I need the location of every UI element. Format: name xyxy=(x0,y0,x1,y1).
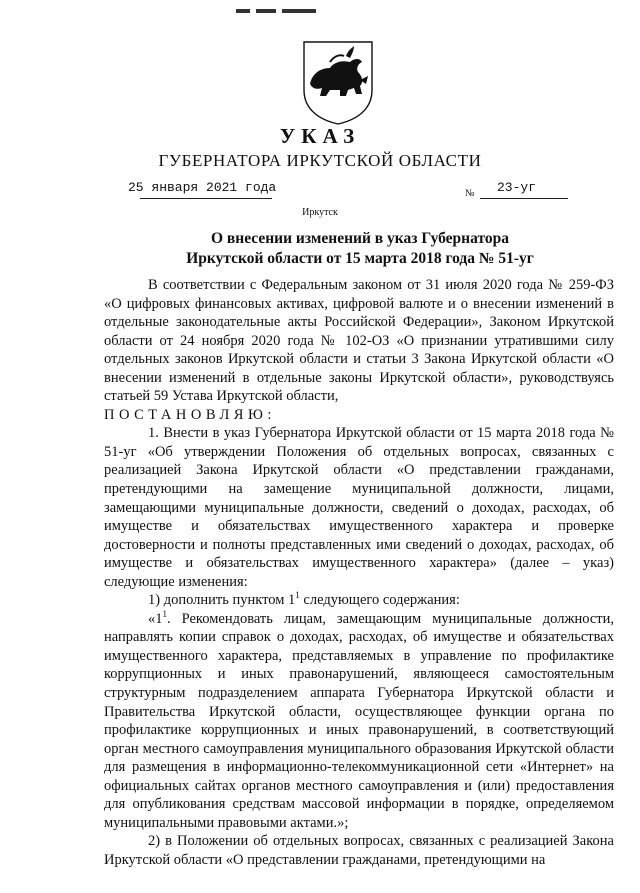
city-name: Иркутск xyxy=(302,207,338,218)
decree-date: 25 января 2021 года xyxy=(128,180,277,195)
paragraph-subitem-2: 2) в Положении об отдельных вопросах, связанных с реализацией Закона Иркутской области «О представлении гражданами, претендующими на xyxy=(104,833,614,868)
subitem-1-text-a: 1) дополнить пунктом 1 xyxy=(148,592,296,609)
decree-number: 23-уг xyxy=(497,180,537,195)
paragraph-subitem-1 xyxy=(104,591,614,610)
decree-word: ПОСТАНОВЛЯЮ: xyxy=(104,406,276,423)
subitem-1-superscript: 1 xyxy=(295,590,300,601)
paragraph-new-point xyxy=(104,610,614,833)
new-point-text-a: «1 xyxy=(148,610,163,627)
document-title: УКАЗ xyxy=(279,124,361,148)
issuer-title: ГУБЕРНАТОРА ИРКУТСКОЙ ОБЛАСТИ xyxy=(158,151,482,170)
heading-line-2: Иркутской области от 15 марта 2018 года № 51-уг xyxy=(186,250,534,267)
decree-heading xyxy=(100,229,620,269)
subitem-1-text-b: следующего содержания: xyxy=(299,592,460,609)
paragraph-preamble: В соответствии с Федеральным законом от 31 июля 2020 года № 259-ФЗ «О цифровых финансовых активах, цифровой валюте и о внесении изменений в отдельные законодательные акты Российской Федерации», Законом Иркутской области от 24 ноября 2020 года № 102-ОЗ «О признании утратившими силу отдельных законов Иркутской области и статьи 3 Закона Иркутской области «О внесении изменений в отдельные законы Иркутской области», руководствуясь статьей 59 Устава Иркутской области, xyxy=(104,277,614,405)
date-underline xyxy=(140,198,272,199)
decree-body xyxy=(104,276,614,870)
number-sign: № xyxy=(465,188,475,199)
top-scan-mark xyxy=(236,0,326,5)
paragraph-item-1: 1. Внести в указ Губернатора Иркутской области от 15 марта 2018 года № 51-уг «Об утверждении Положения об отдельных вопросах, связанных с реализацией Закона Иркутской области «О представлении гражданами, претендующими на замещение муниципальной должности, лицами, замещающими муниципальные должности, сведений о доходах, расходах, об имуществе и обязательствах имущественного характера и проверке достоверности и полноты представленных ими сведений о доходах, расходах, об имуществе и обязательствах имущественного характера» (далее – указ) следующие изменения: xyxy=(104,425,614,590)
heading-line-1: О внесении изменений в указ Губернатора xyxy=(211,230,509,247)
number-underline xyxy=(480,198,568,199)
new-point-text-b: . Рекомендовать лицам, замещающим муниципальные должности, направлять копии справок о доходах, расходах, об имуществе и обязательствах имущественного характера, представляемых в управление по профилактике коррупционных и иных правонарушений, являющееся самостоятельным структурным подразделением аппарата Губернатора Иркутской области и Правительства Иркутской области, осуществляющее функции органа по профилактике коррупционных и иных правонарушений, в соответствующий орган местного самоуправления муниципального образования Иркутской области для размещения в информационно-телекоммуникационной сети «Интернет» на официальных сайтах органов местного самоуправления и (или) предоставления для опубликования средствам массовой информации в порядке, определяемом муниципальными правовыми актами.»; xyxy=(104,610,614,831)
coat-of-arms-emblem xyxy=(300,38,376,126)
new-point-superscript: 1 xyxy=(162,609,167,620)
